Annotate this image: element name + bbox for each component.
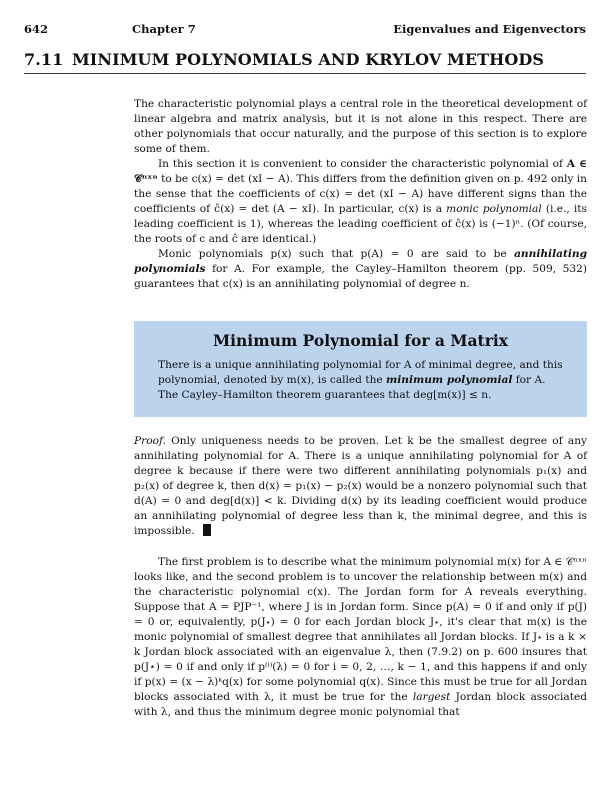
paragraph-jordan (134, 555, 587, 720)
section-title: MINIMUM POLYNOMIALS AND KRYLOV METHODS (72, 50, 545, 69)
term-annihilating: annihilating polynomials (134, 248, 587, 275)
term-monic: monic polynomial (446, 203, 542, 215)
section-rule (24, 73, 586, 74)
box-text-part: There is a unique annihilating polynomial for A of minimal degree, and this polynomial, denoted by m(x), is called the (158, 359, 563, 386)
para-text: Jordan block associated with λ, and thus the minimum degree monic polynomial that (134, 691, 587, 718)
para-text: In this section it is convenient to consider the characteristic polynomial of (158, 158, 567, 170)
matrix-symbol: A ∈ 𝒞ⁿˣⁿ (134, 158, 587, 185)
proof-block (134, 434, 587, 539)
section-number: 7.11 (24, 50, 64, 69)
para-text: for A. For example, the Cayley–Hamilton theorem (pp. 509, 532) guarantees that c(x) is an annihilating polynomial of degree n. (134, 263, 587, 290)
term-largest: largest (412, 691, 451, 703)
proof-paragraph (134, 434, 587, 539)
box-text-part: for A. The Cayley–Hamilton theorem guarantees that deg[m(x)] ≤ n. (158, 374, 546, 401)
box-text (158, 358, 567, 403)
section-heading (24, 50, 586, 69)
chapter-label: Chapter 7 (132, 22, 196, 36)
para-text: Monic polynomials p(x) such that p(A) = 0 are said to be (158, 248, 515, 260)
page-number: 642 (24, 22, 49, 36)
paragraph-intro: The characteristic polynomial plays a central role in the theoretical development of linear algebra and matrix analysis, but it is not alone in this respect. There are other polynomials that occur naturally, and the purpose of this section is to explore some of them. (134, 98, 587, 155)
running-header (24, 22, 586, 38)
discussion-block (134, 555, 587, 720)
paragraph-annihilating (134, 247, 587, 292)
definition-box (134, 321, 587, 417)
intro-block (134, 97, 587, 292)
para-text: The first problem is to describe what the minimum polynomial m(x) for A ∈ 𝒞ⁿˣⁿ looks like, and the second problem is to uncover the relationship between m(x) and the characteristic polynomial c(x). The Jordan form for A reveals everything. Suppose that A = PJP⁻¹, where J is in Jordan form. Since p(A) = 0 if and only if p(J) = 0 or, equivalently, p(J⋆) = 0 for each Jordan block J⋆, it's clear that m(x) is the monic polynomial of smallest degree that annihilates all Jordan blocks. If J⋆ is a k × k Jordan block associated with an eigenvalue λ, then (7.9.2) on p. 600 insures that p(J⋆) = 0 if and only if p⁽ⁱ⁾(λ) = 0 for i = 0, 2, …, k − 1, and this happens if and only if p(x) = (x − λ)ᵏq(x) for some polynomial q(x). Since this must be true for all Jordan blocks associated with λ, it must be true for the (134, 556, 587, 703)
chapter-title: Eigenvalues and Eigenvectors (393, 22, 586, 36)
paragraph-characteristic (134, 157, 587, 247)
box-title: Minimum Polynomial for a Matrix (212, 331, 509, 350)
para-text: (i.e., its leading coefficient is 1), whereas the leading coefficient of ĉ(x) is (−1)ⁿ. (Of course, the roots of c and ĉ are identical.) (134, 203, 587, 245)
qed-symbol (203, 524, 211, 536)
term-minimum-polynomial: minimum polynomial (386, 374, 513, 386)
proof-label: Proof. (134, 435, 166, 447)
para-text: to be c(x) = det (xI − A). This differs from the definition given on p. 492 only in the sense that the coefficients of c(x) = det (xI − A) have different signs than the coefficients of ĉ(x) = det (A − xI). In particular, c(x) is a (134, 173, 587, 215)
proof-text: Only uniqueness needs to be proven. Let k be the smallest degree of any annihilating polynomial for A. There is a unique annihilating polynomial for A of degree k because if there were two different annihilating polynomials p₁(x) and p₂(x) of degree k, then d(x) = p₁(x) − p₂(x) would be a nonzero polynomial such that d(A) = 0 and deg[d(x)] < k. Dividing d(x) by its leading coefficient would produce an annihilating polynomial of degree less than k, the minimal degree, and this is impossible. (134, 435, 587, 537)
